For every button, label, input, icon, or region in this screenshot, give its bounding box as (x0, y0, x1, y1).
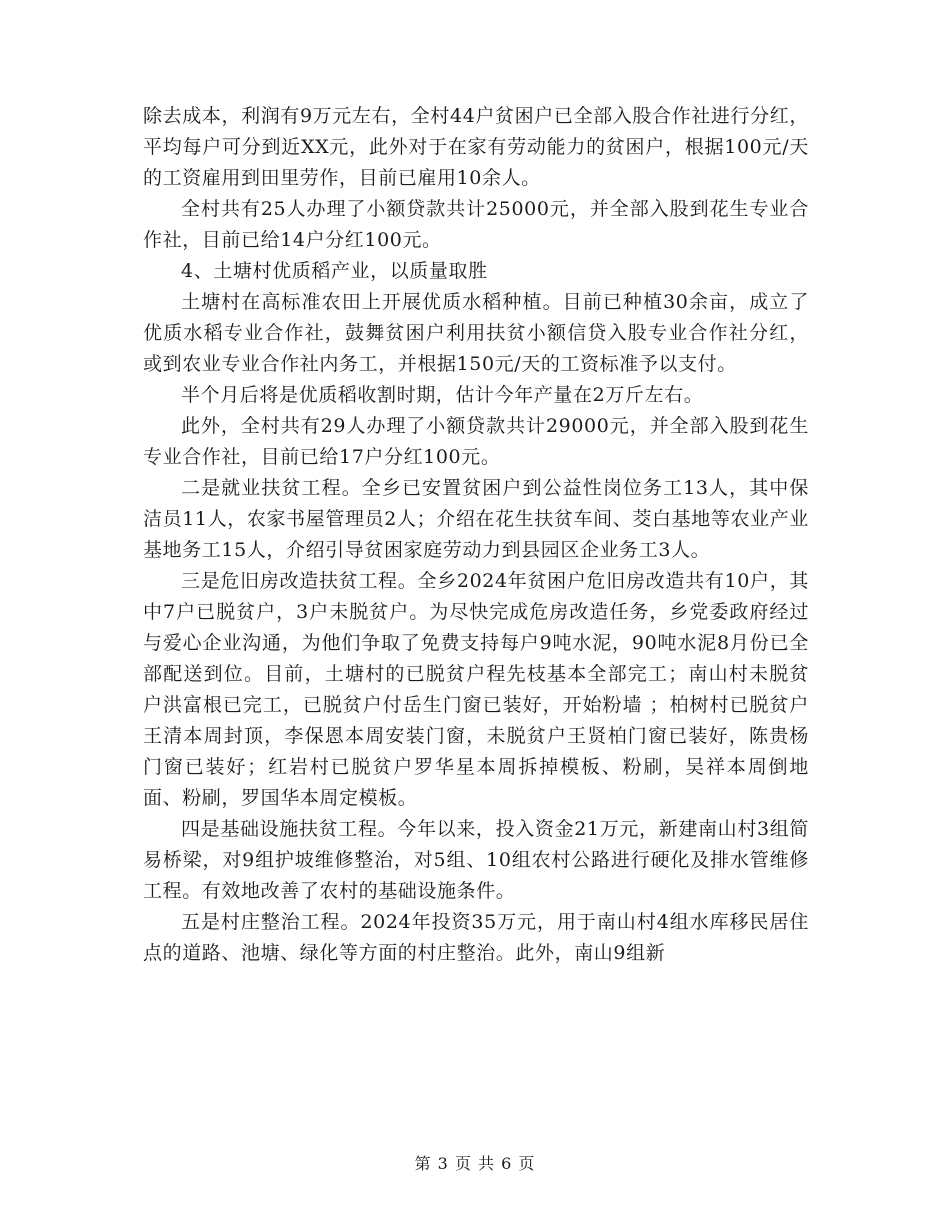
page-number-footer: 第 3 页 共 6 页 (414, 1154, 536, 1173)
paragraph-employment: 二是就业扶贫工程。全乡已安置贫困户到公益性岗位务工13人，其中保洁员11人，农家书屋管理员2人；介绍在花生扶贫车间、茭白基地等农业产业基地务工15人，介绍引导贫困家庭劳动力到县园区企业务工3人。 (143, 477, 809, 561)
paragraph-loans-peanut: 全村共有25人办理了小额贷款共计25000元，并全部入股到花生专业合作社，目前已给14户分红100元。 (143, 198, 809, 251)
paragraph-rice-planting: 土塘村在高标准农田上开展优质水稻种植。目前已种植30余亩，成立了优质水稻专业合作社，鼓舞贫困户利用扶贫小额信贷入股专业合作社分红，或到农业专业合作社内务工，并根据150元/天的工资标准予以支付。 (143, 291, 809, 375)
paragraph-loans-tutang: 此外，全村共有29人办理了小额贷款共计29000元，并全部入股到花生专业合作社，目前已给17户分红100元。 (143, 415, 809, 468)
paragraph-harvest: 半个月后将是优质稻收割时期，估计今年产量在2万斤左右。 (181, 384, 704, 406)
paragraph-village-renovation: 五是村庄整治工程。2024年投资35万元，用于南山村4组水库移民居住点的道路、池塘、绿化等方面的村庄整治。此外，南山9组新 (143, 911, 809, 964)
document-body (143, 101, 809, 969)
section-heading-rice: 4、土塘村优质稻产业，以质量取胜 (181, 260, 488, 282)
paragraph-infrastructure: 四是基础设施扶贫工程。今年以来，投入资金21万元，新建南山村3组简易桥梁，对9组护坡维修整治，对5组、10组农村公路进行硬化及排水管维修工程。有效地改善了农村的基础设施条件。 (143, 818, 809, 902)
paragraph-continuation: 除去成本，利润有9万元左右，全村44户贫困户已全部入股合作社进行分红，平均每户可分到近XX元，此外对于在家有劳动能力的贫困户，根据100元/天的工资雇用到田里劳作，目前已雇用10余人。 (143, 105, 809, 189)
paragraph-housing: 三是危旧房改造扶贫工程。全乡2024年贫困户危旧房改造共有10户，其中7户已脱贫户，3户未脱贫户。为尽快完成危房改造任务，乡党委政府经过与爱心企业沟通，为他们争取了免费支持每户9吨水泥，90吨水泥8月份已全部配送到位。目前，土塘村的已脱贫户程先枝基本全部完工；南山村未脱贫户洪富根已完工，已脱贫户付岳生门窗已装好，开始粉墙 ；柏树村已脱贫户王清本周封顶，李保恩本周安装门窗，未脱贫户王贤柏门窗已装好，陈贵杨门窗已装好；红岩村已脱贫户罗华星本周拆掉模板、粉刷，吴祥本周倒地面、粉刷，罗国华本周定模板。 (143, 570, 809, 809)
